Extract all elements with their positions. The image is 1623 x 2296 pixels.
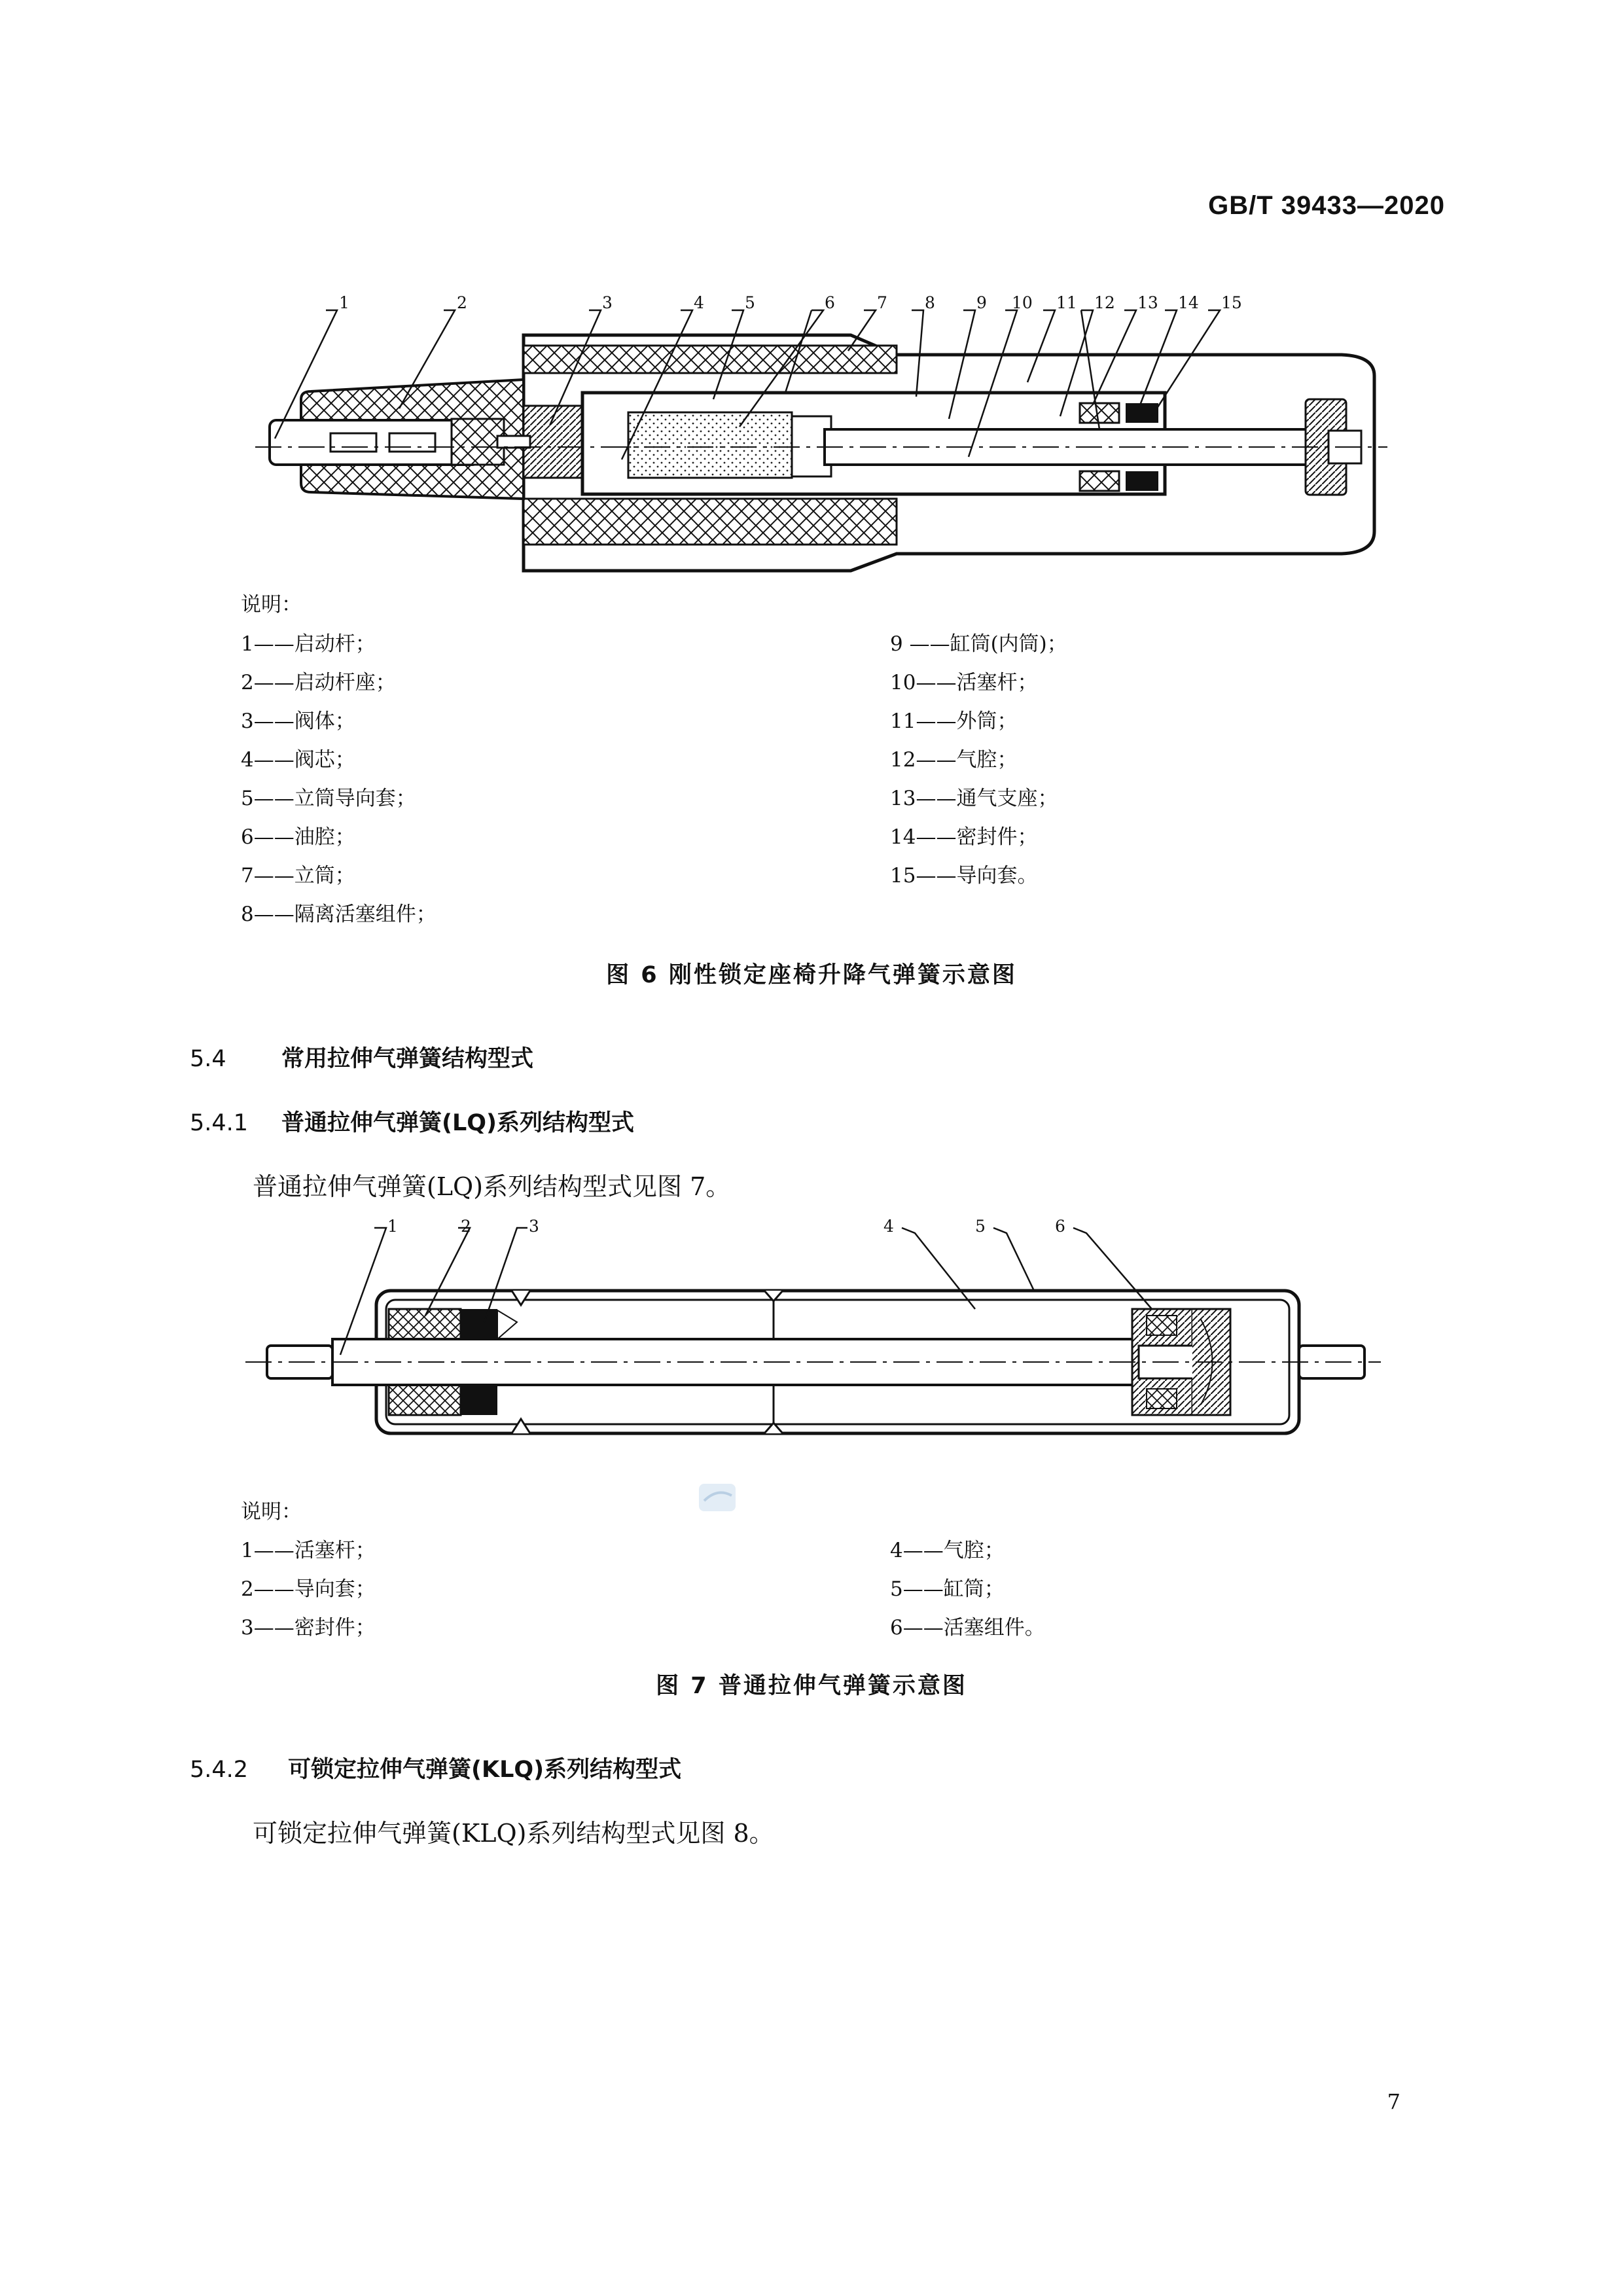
legend-item: 6——活塞组件。 — [890, 1616, 1045, 1640]
legend-item: 5——缸筒； — [890, 1577, 1005, 1601]
callout-label: 5 — [975, 1217, 986, 1236]
callout-label: 4 — [694, 293, 704, 312]
paragraph-5-4-2: 可锁定拉伸气弹簧(KLQ)系列结构型式见图 8。 — [253, 1819, 774, 1848]
legend-item: 13——通气支座； — [890, 787, 1058, 810]
legend-item: 14——密封件； — [890, 825, 1038, 849]
legend-item: 7——立筒； — [241, 864, 355, 888]
callout-label: 13 — [1137, 293, 1158, 312]
legend-item: 15——导向套。 — [890, 864, 1038, 888]
section-number: 5.4 — [190, 1046, 226, 1072]
figure-7-legend-title: 说明： — [241, 1500, 302, 1524]
callout-label: 3 — [529, 1217, 539, 1236]
section-heading-5-4-2 — [190, 1751, 681, 1784]
legend-item: 10——活塞杆； — [890, 671, 1038, 694]
callout-label: 15 — [1221, 293, 1242, 312]
section-number: 5.4.1 — [190, 1110, 249, 1136]
legend-item: 1——活塞杆； — [241, 1539, 376, 1562]
callout-label: 7 — [877, 293, 887, 312]
callout-label: 2 — [461, 1217, 471, 1236]
callout-label: 14 — [1178, 293, 1199, 312]
section-heading-5-4-1 — [190, 1105, 634, 1138]
page-number: 7 — [1387, 2089, 1400, 2114]
callout-label: 9 — [976, 293, 987, 312]
sac-watermark-logo — [698, 1481, 737, 1514]
callout-label: 6 — [825, 293, 835, 312]
callout-label: 6 — [1055, 1217, 1065, 1236]
legend-item: 9 ——缸筒(内筒)； — [890, 632, 1067, 656]
callout-label: 1 — [339, 293, 349, 312]
figure-6-drawing — [0, 288, 1623, 576]
legend-item: 2——导向套； — [241, 1577, 376, 1601]
figure-7-drawing — [0, 1217, 1623, 1466]
legend-item: 11——外筒； — [890, 709, 1018, 733]
section-heading-5-4 — [190, 1041, 533, 1073]
callout-label: 3 — [602, 293, 613, 312]
callout-label: 10 — [1012, 293, 1033, 312]
figure-6-caption: 图 6 刚性锁定座椅升降气弹簧示意图 — [606, 962, 1017, 988]
figure-6-legend-title: 说明： — [241, 593, 302, 617]
section-title: 可锁定拉伸气弹簧(KLQ)系列结构型式 — [288, 1757, 682, 1783]
legend-item: 6——油腔； — [241, 825, 355, 849]
paragraph-5-4-1: 普通拉伸气弹簧(LQ)系列结构型式见图 7。 — [253, 1172, 731, 1201]
legend-item: 4——阀芯； — [241, 748, 355, 772]
section-title: 常用拉伸气弹簧结构型式 — [281, 1046, 534, 1072]
figure-6-callouts — [339, 293, 1242, 312]
legend-item: 2——启动杆座； — [241, 671, 396, 694]
legend-item: 3——密封件； — [241, 1616, 376, 1640]
legend-item: 8——隔离活塞组件； — [241, 903, 437, 926]
standard-code: GB/T 39433—2020 — [1208, 191, 1445, 220]
section-number: 5.4.2 — [190, 1757, 249, 1783]
callout-label: 11 — [1056, 293, 1077, 312]
legend-item: 4——气腔； — [890, 1539, 1005, 1562]
callout-label: 4 — [883, 1217, 894, 1236]
legend-item: 1——启动杆； — [241, 632, 376, 656]
callout-label: 5 — [745, 293, 755, 312]
callout-label: 1 — [387, 1217, 398, 1236]
section-title: 普通拉伸气弹簧(LQ)系列结构型式 — [281, 1110, 635, 1136]
callout-label: 12 — [1094, 293, 1115, 312]
legend-item: 12——气腔； — [890, 748, 1018, 772]
callout-label: 8 — [925, 293, 935, 312]
legend-item: 5——立筒导向套； — [241, 787, 416, 810]
figure-7-callouts — [387, 1217, 1065, 1236]
legend-item: 3——阀体； — [241, 709, 355, 733]
figure-7-caption: 图 7 普通拉伸气弹簧示意图 — [656, 1673, 967, 1699]
callout-label: 2 — [457, 293, 467, 312]
